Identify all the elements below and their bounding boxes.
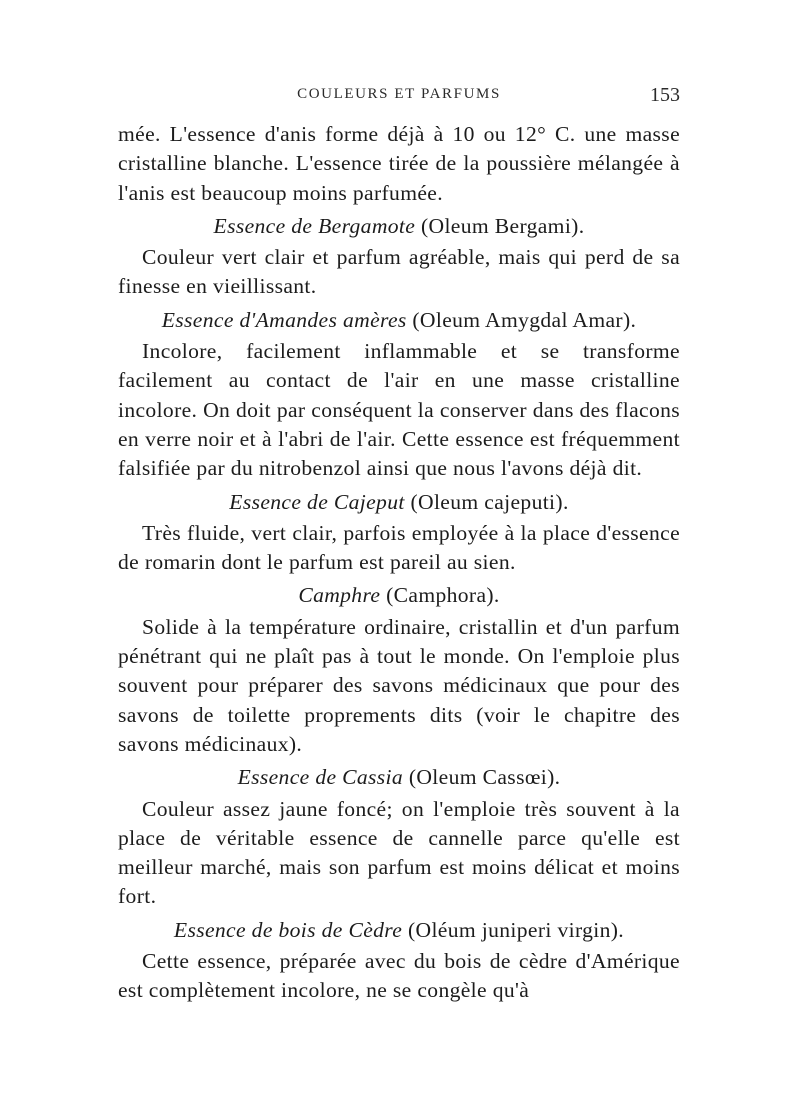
entry-heading-cajeput — [118, 484, 680, 519]
page-number: 153 — [650, 84, 680, 106]
paragraph-camphre: Solide à la température ordinaire, cristallin et d'un parfum pénétrant qui ne plaît pas à tout le monde. On l'emploie plus souvent pour préparer des savons médicinaux que pour des savons de toilette proprements dits (voir le chapitre des savons médicinaux). — [118, 614, 680, 756]
entry-name: Essence de Cajeput — [229, 489, 405, 514]
entry-heading-bergamote — [118, 208, 680, 243]
entry-heading-cedre — [118, 912, 680, 947]
entry-latin-name: (Oleum Amygdal Amar). — [412, 307, 637, 332]
running-title: COULEURS ET PARFUMS — [297, 86, 501, 102]
entry-latin-name: (Oleum Cassœi). — [408, 765, 561, 790]
paragraph-anis-continued: mée. L'essence d'anis forme déjà à 10 ou 12° C. une masse cristalline blanche. L'essence tirée de la poussière mélangée à l'anis est beaucoup moins parfumée. — [118, 122, 680, 205]
paragraph-cassia: Couleur assez jaune foncé; on l'emploie très souvent à la place de véritable essence de cannelle parce qu'elle est meilleur marché, mais son parfum est moins délicat et moins fort. — [118, 796, 680, 909]
entry-latin-name: (Oleum cajeputi). — [410, 489, 569, 514]
paragraph-cedre: Cette essence, préparée avec du bois de cèdre d'Amérique est complètement incolore, ne se congèle qu'à — [118, 949, 680, 1003]
paragraph-cajeput: Très fluide, vert clair, parfois employée à la place d'essence de romarin dont le parfum est pareil au sien. — [118, 520, 680, 575]
running-head — [118, 86, 680, 112]
paragraph-amandes-ameres: Incolore, facilement inflammable et se transforme facilement au contact de l'air en une masse cristalline incolore. On doit par conséquent la conserver dans des flacons en verre noir et à l'abri de l'air. Cette essence est fréquemment falsifiée par du nitrobenzol ainsi que nous l'avons déjà dit. — [118, 339, 680, 481]
entry-heading-camphre — [118, 577, 680, 612]
entry-latin-name: (Camphora). — [386, 583, 500, 608]
entry-heading-amandes-ameres — [118, 302, 680, 337]
entry-name: Essence d'Amandes amères — [161, 307, 407, 332]
entry-latin-name: (Oleum Bergami). — [420, 213, 585, 238]
entry-name: Essence de Bergamote — [213, 213, 416, 238]
entry-name: Essence de bois de Cèdre — [173, 917, 403, 942]
entry-heading-cassia — [118, 759, 680, 794]
entry-latin-name: (Oléum juniperi virgin). — [407, 917, 625, 942]
entry-name: Camphre — [298, 583, 381, 608]
paragraph-bergamote: Couleur vert clair et parfum agréable, mais qui perd de sa finesse en vieillissant. — [118, 245, 680, 299]
body-text — [118, 120, 680, 1006]
entry-name: Essence de Cassia — [237, 765, 404, 790]
